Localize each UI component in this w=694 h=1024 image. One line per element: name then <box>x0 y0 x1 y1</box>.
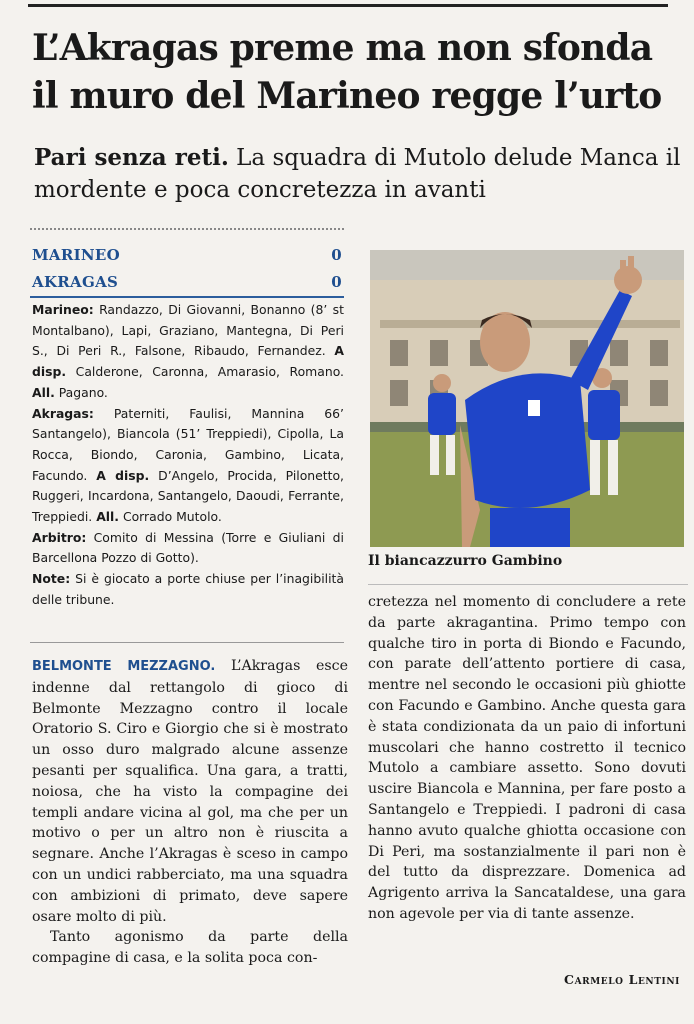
lineup-players: Paterniti, Faulisi, Mannina 66’ Santangelo), Biancola (51’ Treppiedi), Cipolla, La Rocca, Biondo, Caronia, Gambino, Licata, Facundo. <box>32 405 344 483</box>
lineup-note <box>32 569 344 610</box>
score-row-away <box>32 269 342 296</box>
subhead <box>34 142 684 206</box>
lineup-label: All. <box>96 509 119 525</box>
lineup-label: A disp. <box>96 467 150 483</box>
lineup-label: All. <box>32 384 55 400</box>
scoreboard-top-rule <box>30 228 344 230</box>
lineup-label: A disp. <box>32 343 344 380</box>
lineup-bench: Calderone, Caronna, Amarasio, Romano. <box>75 364 344 380</box>
top-rule <box>28 4 668 7</box>
lineups-box <box>32 300 344 611</box>
body-paragraph-2-start: Tanto agonismo da parte della compagine di casa, e la solita poca con- <box>32 929 348 967</box>
subhead-rest: La squadra di Mutolo delude Manca il mordente e poca concretezza in avanti <box>34 145 681 203</box>
scoreboard-bottom-rule <box>30 296 344 298</box>
lineup-coach: Corrado Mutolo. <box>122 509 222 525</box>
lineup-players: Randazzo, Di Giovanni, Bonanno (8’ st Montalbano), Lapi, Graziano, Mantegna, Di Peri S., Di Peri R., Falsone, Ribaudo, Fernandez. <box>32 302 344 359</box>
body-column-right <box>368 592 686 925</box>
lineup-label: Akragas: <box>32 405 94 421</box>
lineups-bottom-rule <box>30 642 344 643</box>
lineup-label: Note: <box>32 571 71 587</box>
player-photo <box>370 250 684 547</box>
player-celebrating-illustration <box>370 250 684 547</box>
right-column-rule <box>368 584 688 585</box>
lineup-marineo <box>32 300 344 404</box>
lineup-label: Marineo: <box>32 302 94 317</box>
team-score: 0 <box>331 246 342 264</box>
lineup-arbitro <box>32 528 344 569</box>
scoreboard <box>32 242 342 296</box>
subhead-lead: Pari senza reti. <box>34 144 229 171</box>
body-paragraph-1 <box>32 656 348 927</box>
byline: Carmelo Lentini <box>564 972 680 987</box>
lineup-akragas <box>32 404 344 528</box>
team-score: 0 <box>331 273 342 291</box>
lineup-coach: Pagano. <box>58 384 108 400</box>
body-text: L’Akragas esce indenne dal rettangolo di gioco di Belmonte Mezzagno contro il locale Oratorio S. Ciro e Giorgio che si è mostrato un osso duro malgrado alcune assenze pesanti per squalifica. Una gara, a tratti, noiosa, che ha visto la compagine dei templi andare vicina al gol, ma che per un motivo o per un altro non è riuscita a segnare. Anche l’Akragas è sceso in campo con un undici rabberciato, ma una squadra con ambizioni di primato, deve sapere osare molto di più. <box>32 658 349 925</box>
score-row-home <box>32 242 342 269</box>
lineup-bench: D’Angelo, Procida, Pilonetto, Ruggeri, Incardona, Santangelo, Daoudi, Ferrante, Treppiedi. <box>32 467 344 525</box>
lineup-referee: Comito di Messina (Torre e Giuliani di Barcellona Pozzo di Gotto). <box>32 529 344 566</box>
headline: L’Akragas preme ma non sfonda il muro del Marineo regge l’urto <box>32 27 662 117</box>
lineup-note-text: Si è giocato a porte chiuse per l’inagibilità delle tribune. <box>32 571 344 607</box>
photo-caption: Il biancazzurro Gambino <box>368 553 563 569</box>
body-paragraph-2-continued: cretezza nel momento di concludere a rete da parte akragantina. Primo tempo con qualche tiro in porta di Biondo e Facundo, con parate dell’attento portiere di casa, mentre nel secondo le occasioni più ghiotte con Facundo e Gambino. Anche questa gara è stata condizionata da un paio di infortuni muscolari che hanno costretto il tecnico Mutolo a cambiare assetto. Sono dovuti uscire Biancola e Mannina, per fare posto a Santangelo e Treppiedi. I padroni di casa hanno avuto qualche ghiotta occasione con Di Peri, ma sostanzialmente il pari non è del tutto da disprezzare. Domenica ad Agrigento arriva la Sancataldese, una gara non agevole per via di tante assenze. <box>368 594 686 922</box>
dateline: BELMONTE MEZZAGNO. <box>32 659 216 674</box>
team-name: MARINEO <box>32 246 121 264</box>
lineup-label: Arbitro: <box>32 529 87 545</box>
team-name: AKRAGAS <box>32 273 119 291</box>
body-column-left <box>32 656 348 969</box>
